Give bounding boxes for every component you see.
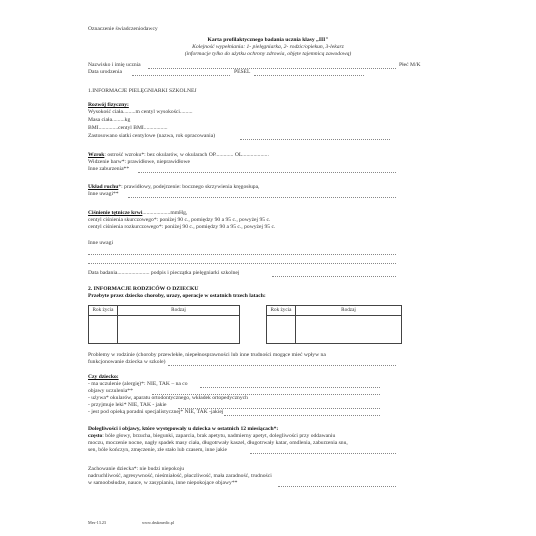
ailments-line-2: moczu, moczenie nocne, nagły spadek masy ciała, długotrwały kaszel, długotrwały katar, omdlenia, zaburzenia snu, bbox=[88, 440, 348, 446]
family-problems-line-1: Problemy w rodzinie (choroby przewlekłe, niepełnosprawności lub inne trudności mogące mieć wpływ na bbox=[88, 352, 326, 358]
document-page bbox=[82, 0, 454, 536]
behavior-line-2: nadruchliwość, agresywność, nieśmiałość, płaczliwość, mała zaradność, trudności bbox=[88, 473, 272, 479]
history-col-type: Rodzaj bbox=[118, 306, 240, 316]
confidential-note: (informacje tylko do użytku ochrony zdrowia, objęte tajemnicą zawodową) bbox=[184, 51, 352, 57]
weight-line: Masa ciała.........kg bbox=[88, 117, 131, 123]
family-problems-line-2: funkcjonowanie dziecka w szkole) bbox=[88, 359, 166, 365]
vision-text: : ostrość wzroku*: bez okularów, w okularach OP............. OL................... bbox=[104, 152, 269, 158]
issuer-label: Oznaczenie świadczeniodawcy bbox=[88, 26, 158, 32]
motor-lead: Układ ruchu bbox=[88, 184, 119, 190]
bp-lead: Ciśnienie tętnicze krwi bbox=[88, 210, 143, 216]
behavior-line-3: w samoobsłudze, nauce, w zasypianiu, inne niepokojące objawy** bbox=[88, 480, 238, 486]
child-item-clinic: - jest pod opieką poradni specjalistycznej* NIE, TAK -jakiej bbox=[88, 409, 224, 415]
section1-heading: 1.INFORMACJE PIELĘGNIARKI SZKOLNEJ bbox=[88, 88, 197, 94]
nurse-signature-line: Data badania....................... podpis i pieczątka pielęgniarki szkolnej bbox=[88, 270, 240, 276]
ailments-text-1: : bóle głowy, brzucha, biegunki, zaparcia, brak apetytu, nadmierny apetyt, dolegliwości przy oddawaniu bbox=[102, 433, 336, 439]
family-problems-field[interactable] bbox=[168, 365, 396, 366]
vision-other-field[interactable] bbox=[138, 172, 396, 173]
motor-other-line: Inne uwagi** bbox=[88, 191, 119, 197]
bp-line bbox=[88, 210, 187, 216]
history-table-left bbox=[88, 305, 240, 344]
history-cell[interactable] bbox=[118, 316, 240, 344]
nurse-signature-field[interactable] bbox=[272, 276, 396, 277]
other-field-1[interactable] bbox=[88, 254, 396, 255]
name-label: Nazwisko i imię ucznia bbox=[88, 62, 141, 68]
history-col-type: Rodzaj bbox=[296, 306, 402, 316]
child-item-allergy: - ma uczulenie (alergię)*: NIE, TAK – na co bbox=[88, 381, 188, 387]
behavior-line-1: Zachowanie dziecka*: nie budzi niepokoju bbox=[88, 466, 184, 472]
history-cell[interactable] bbox=[296, 316, 402, 344]
centile-chart-field[interactable] bbox=[240, 139, 390, 140]
height-line: Wysokość ciała.........m centyl wysokości......... bbox=[88, 109, 193, 115]
centile-chart-line: Zastosowano siatki centylowe (nazwa, rok opracowania) bbox=[88, 133, 216, 139]
form-code: Mes-13.23 bbox=[88, 520, 107, 525]
birth-field[interactable] bbox=[132, 75, 230, 76]
color-vision-line: Widzenie barw*: prawidłowe, nieprawidłowe bbox=[88, 159, 190, 165]
vision-other-line: Inne zaburzenia** bbox=[88, 166, 130, 172]
child-item-aids: - używa* okularów, aparatu ortodontycznego, wkładek ortopedycznych bbox=[88, 395, 248, 401]
child-item-symptoms: objawy uczulenia** bbox=[88, 388, 133, 394]
ailments-other-field[interactable] bbox=[250, 453, 396, 454]
name-field[interactable] bbox=[148, 68, 396, 69]
gender-label: Płeć M/K bbox=[399, 62, 421, 68]
motor-text: *: prawidłowy, podejrzenie: bocznego skrzywienia kręgosłupa, bbox=[118, 184, 260, 190]
allergy-field[interactable] bbox=[200, 387, 380, 388]
history-col-year: Rok życia bbox=[89, 306, 118, 316]
history-cell[interactable] bbox=[89, 316, 118, 344]
fill-order: Kolejność wypełniania: 1- pielęgniarka, 2- rodzic/opiekun, 3-lekarz bbox=[192, 44, 344, 50]
clinic-field[interactable] bbox=[224, 415, 380, 416]
motor-other-field[interactable] bbox=[128, 197, 396, 198]
ailments-heading: Dolegliwości i objawy, które występowały u dziecka w ostatnich 12 miesiącach*: bbox=[88, 426, 279, 432]
other-field-2[interactable] bbox=[88, 263, 396, 264]
ailments-line-1 bbox=[88, 433, 335, 439]
form-title: Karta profilaktycznego badania ucznia klasy „III" bbox=[207, 37, 329, 43]
motor-line bbox=[88, 184, 259, 190]
history-table-right bbox=[266, 305, 402, 344]
child-item-medication: - przyjmuje leki* NIE, TAK - jakie bbox=[88, 402, 167, 408]
vision-lead: Wzrok bbox=[88, 152, 105, 158]
section2-heading: 2. INFORMACJE RODZICÓW O DZIECKU bbox=[88, 286, 199, 292]
child-heading: Czy dziecko: bbox=[88, 374, 119, 380]
bp-systolic-line: centyl ciśnienia skurczowego*: poniżej 90 c., pomiędzy 90 a 95 c., powyżej 95 c. bbox=[88, 217, 271, 223]
bp-value: ....................mmHg, bbox=[142, 210, 188, 216]
history-subheading: Przebyte przez dziecko choroby, urazy, operacje w ostatnich trzech latach: bbox=[88, 293, 266, 299]
pesel-field[interactable] bbox=[254, 75, 364, 76]
behavior-other-field[interactable] bbox=[278, 486, 396, 487]
pesel-label: PESEL bbox=[234, 69, 251, 75]
history-cell[interactable] bbox=[267, 316, 296, 344]
bp-other-line: Inne uwagi bbox=[88, 240, 114, 246]
bp-diastolic-line: centyl ciśnienia rozkurczowego*: poniżej 90 c., pomiędzy 90 a 95 c., powyżej 95 c. bbox=[88, 224, 276, 230]
ailments-line-3: sen, bóle kończyn, zmęczenie, złe stało lub czasem, inne jakie bbox=[88, 447, 228, 453]
bmi-line: BMI..............centyl BMI................. bbox=[88, 125, 168, 131]
history-col-year: Rok życia bbox=[267, 306, 296, 316]
publisher-site: www.drukmedic.pl bbox=[142, 520, 175, 525]
vision-line bbox=[88, 152, 269, 158]
development-heading: Rozwój fizyczny: bbox=[88, 102, 129, 108]
birth-label: Data urodzenia bbox=[88, 69, 123, 75]
ailments-lead: często bbox=[88, 433, 103, 439]
